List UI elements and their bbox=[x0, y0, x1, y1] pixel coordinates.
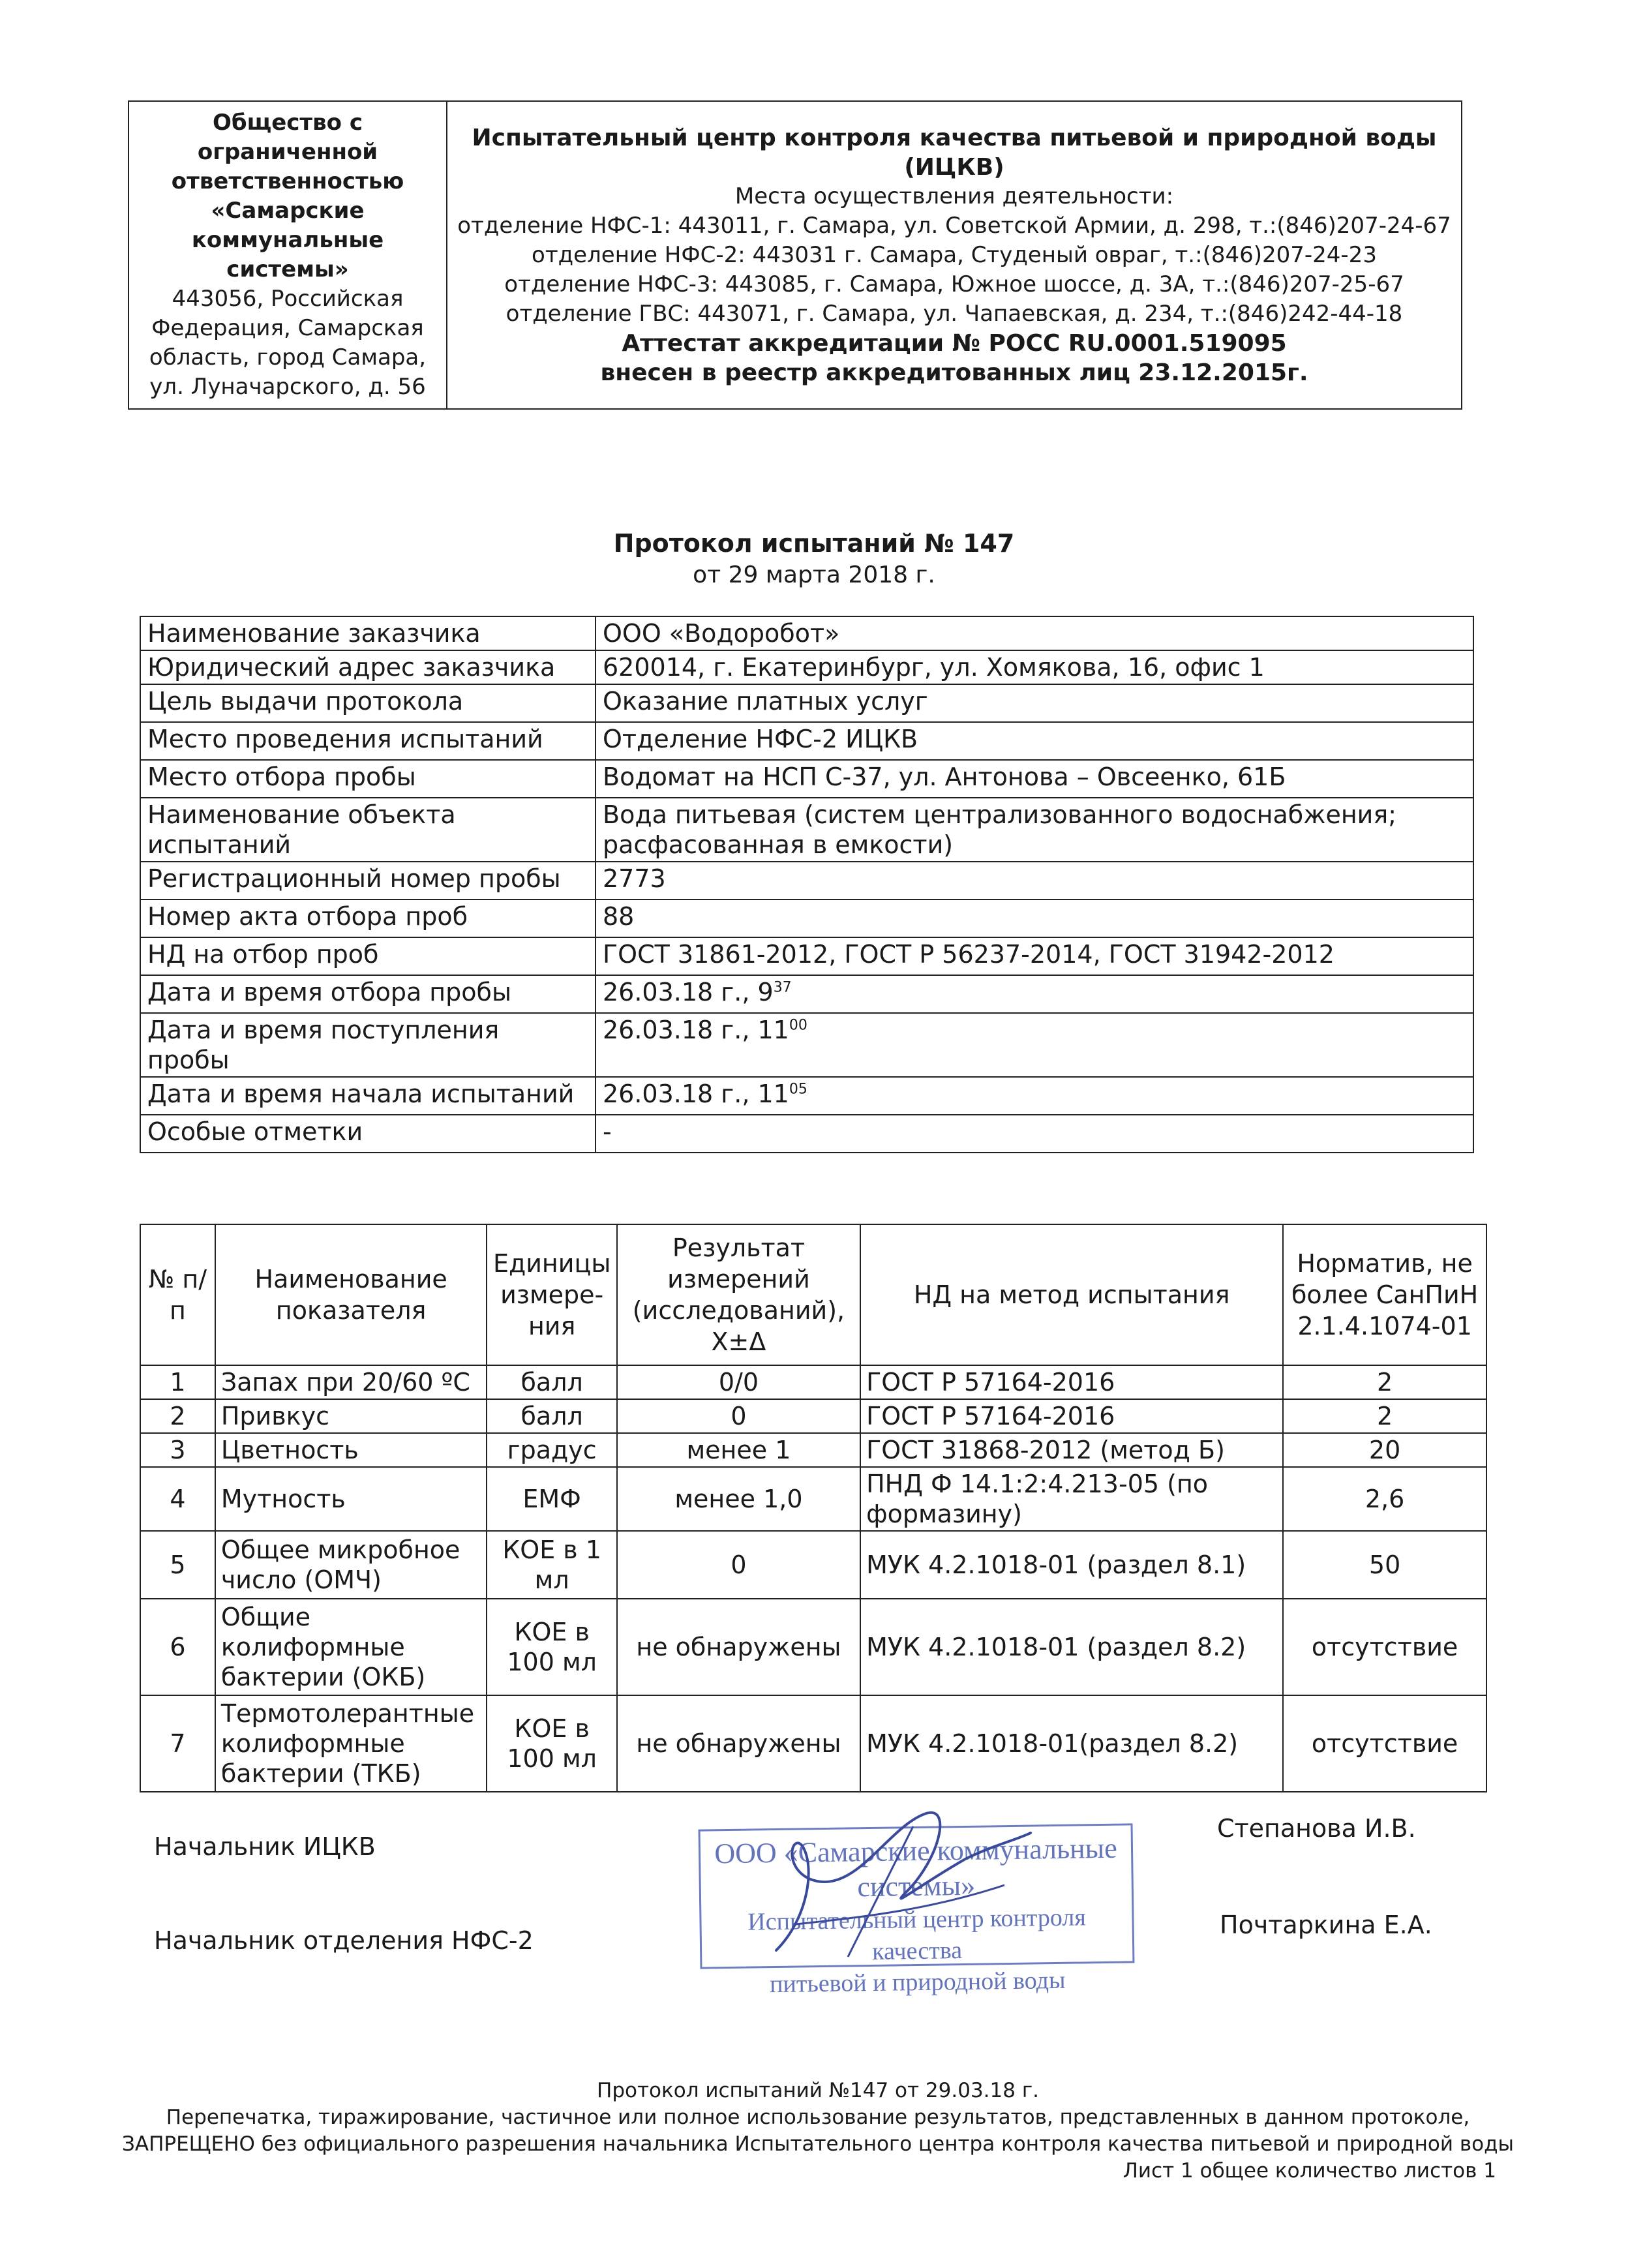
footer-page-count: Лист 1 общее количество листов 1 bbox=[1123, 2159, 1496, 2183]
info-key: Юридический адрес заказчика bbox=[140, 650, 595, 684]
test-center-cell bbox=[447, 101, 1462, 409]
result-method: МУК 4.2.1018-01(раздел 8.2) bbox=[860, 1695, 1283, 1792]
info-row bbox=[140, 760, 1473, 798]
result-norm: 2 bbox=[1283, 1365, 1486, 1399]
result-units: КОЕ в 1 мл bbox=[487, 1531, 616, 1599]
test-center-abbr: (ИЦКВ) bbox=[904, 153, 1004, 181]
info-key: Место проведения испытаний bbox=[140, 722, 595, 760]
info-value: - bbox=[595, 1115, 1473, 1153]
result-method: ГОСТ Р 57164-2016 bbox=[860, 1399, 1283, 1433]
time-minutes: 37 bbox=[773, 979, 792, 996]
info-value: 2773 bbox=[595, 862, 1473, 900]
registry-line: внесен в реестр аккредитованных лиц 23.12.2015г. bbox=[600, 359, 1308, 386]
department-line: отделение ГВС: 443071, г. Самара, ул. Чапаевская, д. 234, т.:(846)242-44-18 bbox=[505, 300, 1403, 327]
info-value: ГОСТ 31861-2012, ГОСТ Р 56237-2014, ГОСТ 31942-2012 bbox=[595, 937, 1473, 975]
info-row bbox=[140, 1115, 1473, 1153]
result-indicator: Общие колиформные бактерии (ОКБ) bbox=[215, 1599, 487, 1695]
info-row bbox=[140, 1013, 1473, 1077]
result-units: КОЕ в 100 мл bbox=[487, 1599, 616, 1695]
info-key: Наименование заказчика bbox=[140, 616, 595, 650]
info-row bbox=[140, 1077, 1473, 1115]
footer-protocol-ref: Протокол испытаний №147 от 29.03.18 г. bbox=[597, 2079, 1039, 2102]
results-header-row bbox=[140, 1224, 1486, 1365]
info-value: Оказание платных услуг bbox=[595, 684, 1473, 722]
footer-prohibition: ЗАПРЕЩЕНО без официального разрешения начальника Испытательного центра контроля качества питьевой и природной воды bbox=[122, 2132, 1514, 2156]
result-num: 6 bbox=[140, 1599, 215, 1695]
header-num: № п/п bbox=[140, 1224, 215, 1365]
info-value: 88 bbox=[595, 900, 1473, 937]
result-value: 0/0 bbox=[617, 1365, 860, 1399]
result-indicator: Запах при 20/60 ºС bbox=[215, 1365, 487, 1399]
protocol-title: Протокол испытаний № 147 bbox=[613, 529, 1015, 558]
info-value: ООО «Водоробот» bbox=[595, 616, 1473, 650]
info-row bbox=[140, 722, 1473, 760]
result-num: 2 bbox=[140, 1399, 215, 1433]
result-value: 0 bbox=[617, 1399, 860, 1433]
result-value: менее 1 bbox=[617, 1433, 860, 1467]
accreditation-line: Аттестат аккредитации № РОСС RU.0001.519095 bbox=[622, 329, 1287, 357]
info-row bbox=[140, 900, 1473, 937]
results-table bbox=[140, 1224, 1487, 1792]
department-line: отделение НФС-2: 443031 г. Самара, Студеный овраг, т.:(846)207-24-23 bbox=[532, 241, 1377, 268]
result-indicator: Привкус bbox=[215, 1399, 487, 1433]
header-indicator: Наименование показателя bbox=[215, 1224, 487, 1365]
result-row bbox=[140, 1599, 1486, 1695]
result-norm: 2 bbox=[1283, 1399, 1486, 1433]
info-key: Дата и время поступления пробы bbox=[140, 1013, 595, 1077]
result-norm: 50 bbox=[1283, 1531, 1486, 1599]
header-result: Результат измерений (исследований), X±Δ bbox=[617, 1224, 860, 1365]
info-value: Отделение НФС-2 ИЦКВ bbox=[595, 722, 1473, 760]
organization-stamp: ООО «Самарские коммунальные системы» Испытательный центр контроля качества питьевой и природной воды bbox=[699, 1823, 1135, 1969]
info-row bbox=[140, 616, 1473, 650]
result-indicator: Цветность bbox=[215, 1433, 487, 1467]
result-row bbox=[140, 1399, 1486, 1433]
info-row bbox=[140, 650, 1473, 684]
result-indicator: Общее микробное число (ОМЧ) bbox=[215, 1531, 487, 1599]
results-body bbox=[140, 1365, 1486, 1792]
head-title: Начальник ИЦКВ bbox=[154, 1832, 376, 1861]
info-value: 26.03.18 г., $9^{37}$ bbox=[595, 975, 1473, 1013]
result-row bbox=[140, 1365, 1486, 1399]
result-value: менее 1,0 bbox=[617, 1467, 860, 1531]
info-value: 620014, г. Екатеринбург, ул. Хомякова, 16, офис 1 bbox=[595, 650, 1473, 684]
info-row bbox=[140, 862, 1473, 900]
result-num: 3 bbox=[140, 1433, 215, 1467]
result-num: 5 bbox=[140, 1531, 215, 1599]
info-row bbox=[140, 798, 1473, 862]
result-method: ПНД Ф 14.1:2:4.213-05 (по формазину) bbox=[860, 1467, 1283, 1531]
result-row bbox=[140, 1433, 1486, 1467]
result-value: 0 bbox=[617, 1531, 860, 1599]
result-norm: 2,6 bbox=[1283, 1467, 1486, 1531]
head-name: Степанова И.В. bbox=[1217, 1814, 1416, 1843]
result-value: не обнаружены bbox=[617, 1599, 860, 1695]
info-key: Номер акта отбора проб bbox=[140, 900, 595, 937]
time-minutes: 05 bbox=[789, 1081, 807, 1098]
info-row bbox=[140, 975, 1473, 1013]
department-line: отделение НФС-1: 443011, г. Самара, ул. Советской Армии, д. 298, т.:(846)207-24-67 bbox=[457, 212, 1451, 239]
info-key: Дата и время начала испытаний bbox=[140, 1077, 595, 1115]
info-value: Вода питьевая (систем централизованного водоснабжения; расфасованная в емкости) bbox=[595, 798, 1473, 862]
test-center-title: Испытательный центр контроля качества питьевой и природной воды bbox=[472, 124, 1437, 151]
header-method: НД на метод испытания bbox=[860, 1224, 1283, 1365]
result-num: 4 bbox=[140, 1467, 215, 1531]
result-value: не обнаружены bbox=[617, 1695, 860, 1792]
info-key: Место отбора пробы bbox=[140, 760, 595, 798]
result-norm: отсутствие bbox=[1283, 1695, 1486, 1792]
result-indicator: Мутность bbox=[215, 1467, 487, 1531]
result-method: МУК 4.2.1018-01 (раздел 8.1) bbox=[860, 1531, 1283, 1599]
result-num: 1 bbox=[140, 1365, 215, 1399]
header-norm: Норматив, не более СанПиН 2.1.4.1074-01 bbox=[1283, 1224, 1486, 1365]
result-method: МУК 4.2.1018-01 (раздел 8.2) bbox=[860, 1599, 1283, 1695]
organization-address: 443056, Российская Федерация, Самарская область, город Самара, ул. Луначарского, д. 56 bbox=[149, 286, 427, 400]
info-value: Водомат на НСП С-37, ул. Антонова – Овсеенко, 61Б bbox=[595, 760, 1473, 798]
dept-head-title: Начальник отделения НФС-2 bbox=[154, 1926, 534, 1955]
result-method: ГОСТ 31868-2012 (метод Б) bbox=[860, 1433, 1283, 1467]
result-units: балл bbox=[487, 1399, 616, 1433]
department-line: отделение НФС-3: 443085, г. Самара, Южное шоссе, д. 3А, т.:(846)207-25-67 bbox=[504, 271, 1404, 297]
dept-head-name: Почтаркина Е.А. bbox=[1220, 1911, 1432, 1939]
info-key: Дата и время отбора пробы bbox=[140, 975, 595, 1013]
result-units: балл bbox=[487, 1365, 616, 1399]
info-key: НД на отбор проб bbox=[140, 937, 595, 975]
handwritten-signature bbox=[757, 1787, 1044, 1983]
result-units: ЕМФ bbox=[487, 1467, 616, 1531]
header-units: Единицы измере-ния bbox=[487, 1224, 616, 1365]
places-label: Места осуществления деятельности: bbox=[734, 183, 1174, 209]
result-row bbox=[140, 1695, 1486, 1792]
result-num: 7 bbox=[140, 1695, 215, 1792]
organization-cell bbox=[128, 101, 447, 409]
info-row bbox=[140, 937, 1473, 975]
footer-notice: Перепечатка, тиражирование, частичное или полное использование результатов, представленных в данном протоколе, bbox=[166, 2106, 1470, 2129]
result-units: градус bbox=[487, 1433, 616, 1467]
info-key: Цель выдачи протокола bbox=[140, 684, 595, 722]
organization-name: Общество с ограниченной ответственностью «Самарские коммунальные системы» bbox=[171, 110, 404, 282]
protocol-date: от 29 марта 2018 г. bbox=[693, 562, 935, 588]
info-key: Наименование объекта испытаний bbox=[140, 798, 595, 862]
result-row bbox=[140, 1467, 1486, 1531]
result-norm: 20 bbox=[1283, 1433, 1486, 1467]
sample-info-table bbox=[140, 616, 1474, 1153]
info-key: Особые отметки bbox=[140, 1115, 595, 1153]
info-key: Регистрационный номер пробы bbox=[140, 862, 595, 900]
info-value: 26.03.18 г., $11^{05}$ bbox=[595, 1077, 1473, 1115]
header-block bbox=[128, 100, 1462, 410]
info-row bbox=[140, 684, 1473, 722]
result-row bbox=[140, 1531, 1486, 1599]
sample-info-body bbox=[140, 616, 1473, 1153]
info-value: 26.03.18 г., $11^{00}$ bbox=[595, 1013, 1473, 1077]
result-units: КОЕ в 100 мл bbox=[487, 1695, 616, 1792]
result-norm: отсутствие bbox=[1283, 1599, 1486, 1695]
result-indicator: Термотолерантные колиформные бактерии (ТКБ) bbox=[215, 1695, 487, 1792]
time-minutes: 00 bbox=[789, 1017, 807, 1034]
result-method: ГОСТ Р 57164-2016 bbox=[860, 1365, 1283, 1399]
